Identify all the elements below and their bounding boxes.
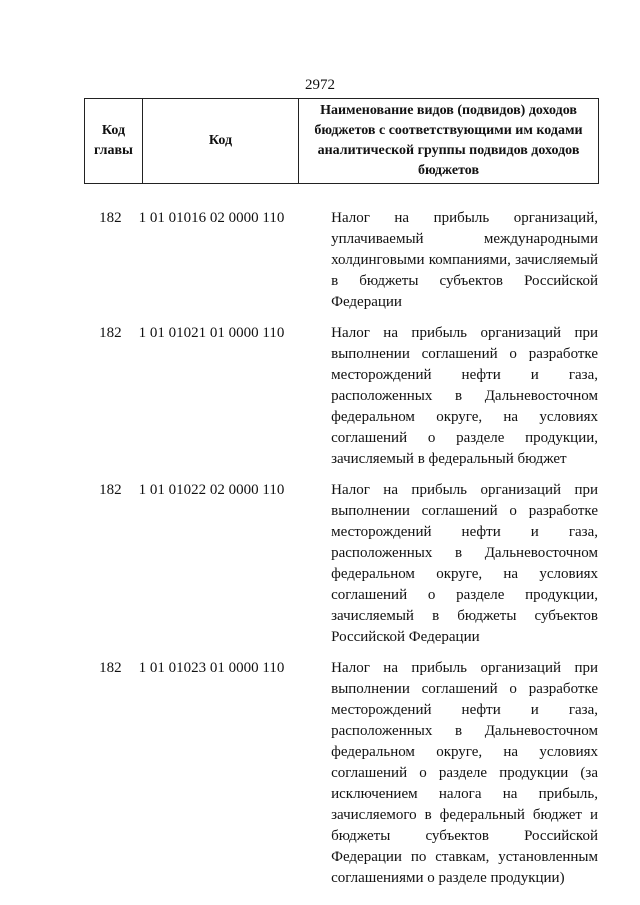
- page-number: 2972: [305, 77, 335, 93]
- header-chapter-code: Код главы: [85, 99, 143, 184]
- table-row: [84, 480, 598, 648]
- table-row: [84, 658, 598, 889]
- table-row: [84, 208, 598, 313]
- chapter-code-cell: 182: [99, 210, 122, 226]
- budget-code-cell: 1 01 01021 01 0000 110: [138, 325, 285, 341]
- chapter-code-cell: 182: [99, 325, 122, 341]
- table-row: [84, 323, 598, 470]
- budget-code-cell: 1 01 01023 01 0000 110: [138, 660, 285, 676]
- header-income-name: Наименование видов (подвидов) доходов бюджетов с соответствующими им кодами аналитической группы подвидов доходов бюджетов: [299, 99, 599, 184]
- chapter-code-cell: 182: [99, 660, 122, 676]
- income-name-cell: Налог на прибыль организаций при выполнении соглашений о разработке месторождений нефти и газа, расположенных в Дальневосточном федеральном округе, на условиях соглашений о разделе продукции, зачисляемый в федеральный бюджет: [331, 325, 598, 467]
- table-body: [84, 208, 598, 899]
- budget-code-cell: 1 01 01022 02 0000 110: [138, 482, 285, 498]
- header-code: Код: [143, 99, 299, 184]
- income-name-cell: Налог на прибыль организаций при выполнении соглашений о разработке месторождений нефти и газа, расположенных в Дальневосточном федеральном округе, на условиях соглашений о разделе продукции, зачисляемый в бюджеты субъектов Российской Федерации: [331, 482, 598, 645]
- chapter-code-cell: 182: [99, 482, 122, 498]
- income-name-cell: Налог на прибыль организаций при выполнении соглашений о разработке месторождений нефти и газа, расположенных в Дальневосточном федеральном округе, на условиях соглашений о разделе продукции (за исключением налога на прибыль, зачисляемого в федеральный бюджет и бюджеты субъектов Российской Федерации по ставкам, установленным соглашениями о разделе продукции): [331, 660, 598, 886]
- budget-code-cell: 1 01 01016 02 0000 110: [138, 210, 285, 226]
- table-header: [84, 98, 599, 184]
- income-name-cell: Налог на прибыль организаций, уплачиваемый международными холдинговыми компаниями, зачисляемый в бюджеты субъектов Российской Федерации: [331, 210, 598, 310]
